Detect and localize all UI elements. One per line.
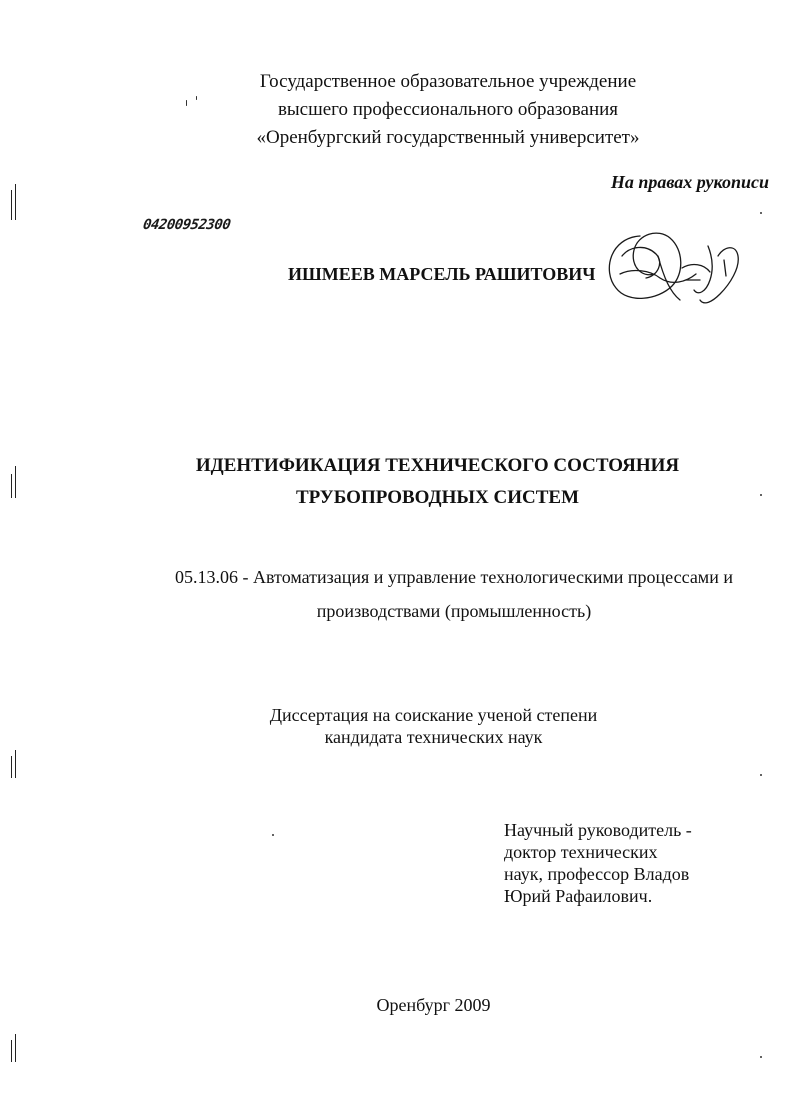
scan-speck (760, 1056, 762, 1058)
scan-speck (760, 774, 762, 776)
institution-header (48, 68, 799, 152)
binding-mark (15, 184, 16, 220)
scan-speck (272, 834, 274, 836)
binding-mark (11, 1040, 12, 1062)
binding-mark (11, 190, 12, 220)
binding-mark (15, 1034, 16, 1062)
document-number: 04200952300 (141, 217, 232, 233)
institution-line: Государственное образовательное учреждение (259, 71, 637, 92)
author-name: ИШМЕЕВ МАРСЕЛЬ РАШИТОВИЧ (288, 264, 596, 284)
dissertation-title (38, 450, 799, 514)
manuscript-note: На правах рукописи (610, 172, 769, 192)
degree-line: кандидата технических наук (324, 727, 543, 747)
degree-statement (34, 704, 799, 748)
specialty-line: производствами (промышленность) (316, 601, 592, 621)
specialty-code (134, 560, 774, 628)
binding-mark (11, 474, 12, 498)
advisor-line: Юрий Рафаилович. (504, 886, 653, 906)
advisor-line: наук, профессор Владов (504, 864, 690, 884)
advisor-line: доктор технических (504, 842, 658, 862)
signature-image (600, 216, 750, 316)
scientific-advisor (504, 819, 692, 907)
binding-mark (15, 466, 16, 498)
institution-line: высшего профессионального образования (277, 99, 619, 120)
city-year: Оренбург 2009 (376, 995, 491, 1015)
title-line: ИДЕНТИФИКАЦИЯ ТЕХНИЧЕСКОГО СОСТОЯНИЯ (195, 455, 680, 476)
advisor-line: Научный руководитель - (504, 820, 692, 840)
binding-mark (11, 756, 12, 778)
specialty-line: 05.13.06 - Автоматизация и управление технологическими процессами и (175, 567, 733, 587)
scan-speck (760, 212, 762, 214)
binding-mark (15, 750, 16, 778)
degree-line: Диссертация на соискание ученой степени (269, 705, 598, 725)
institution-line: «Оренбургский государственный университет» (256, 127, 640, 148)
title-line: ТРУБОПРОВОДНЫХ СИСТЕМ (296, 487, 579, 508)
